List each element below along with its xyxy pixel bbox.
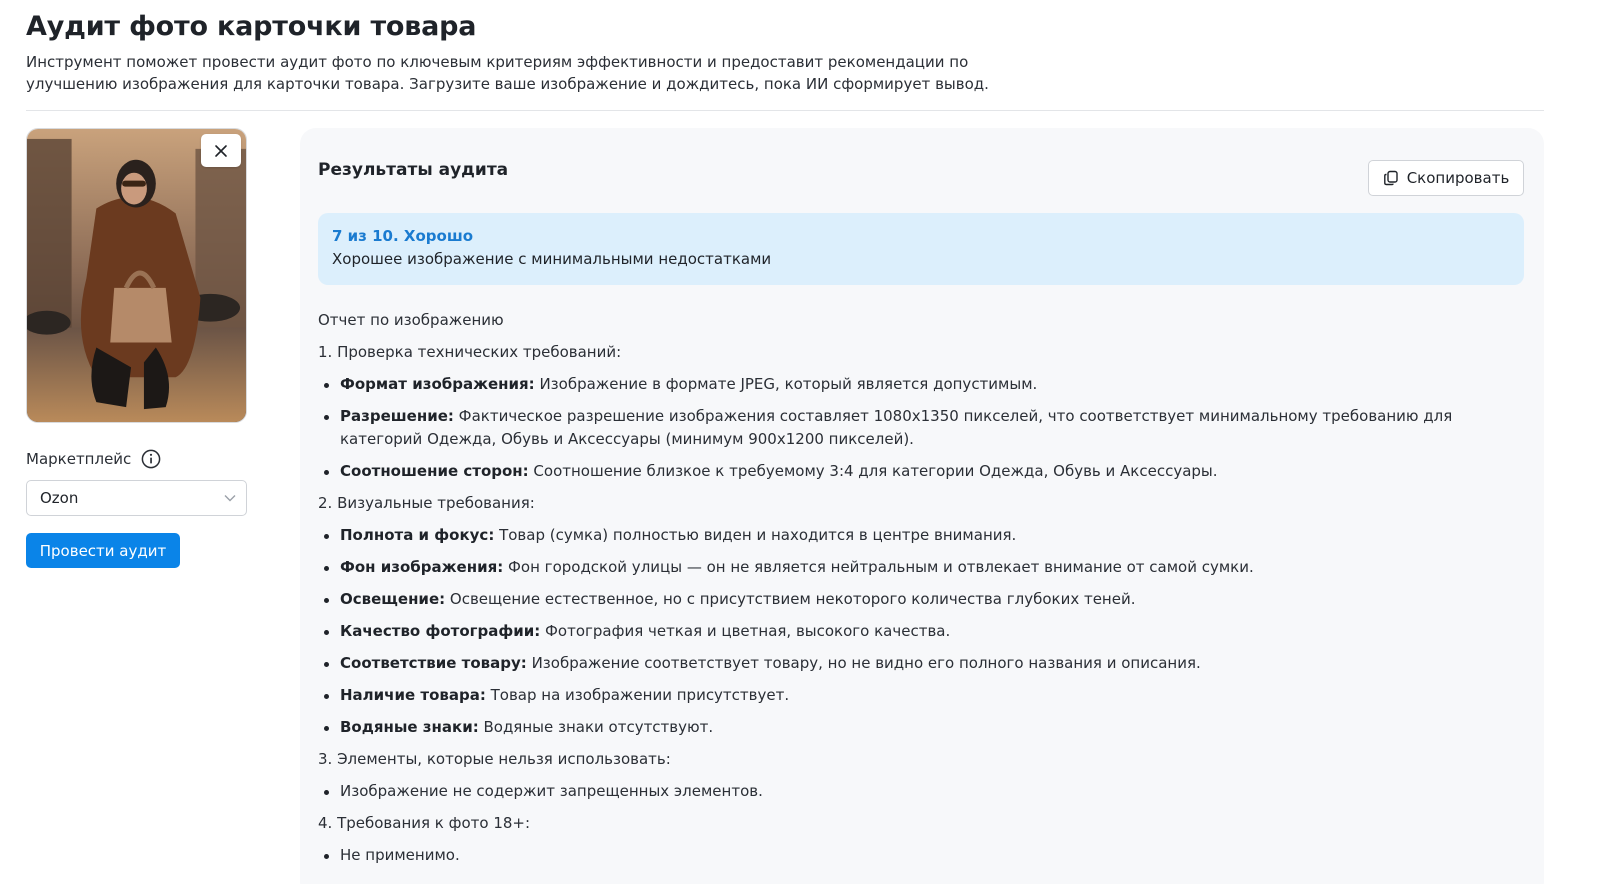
report-list-item [318,716,1498,739]
report-section-title: 3. Элементы, которые нельзя использовать: [318,750,671,768]
report-item-label: Фон изображения: [340,558,504,576]
score-summary [318,213,1524,285]
page-header [26,10,1544,95]
header-divider [26,110,1544,111]
report-lead: Отчет по изображению [318,311,504,329]
marketplace-label-row [26,448,248,470]
report-list-item [318,844,1498,867]
report-list-item [318,524,1498,547]
report-list-item [318,684,1498,707]
report-list-item [318,588,1498,611]
copy-button[interactable] [1368,160,1524,196]
report-item-text: Не применимо. [340,846,460,864]
report-item-label: Соотношение сторон: [340,462,529,480]
report-item-text: Изображение не содержит запрещенных элементов. [340,782,763,800]
report-item-label: Наличие товара: [340,686,486,704]
info-icon[interactable] [141,449,161,469]
report-item-text: Соотношение близкое к требуемому 3:4 для категории Одежда, Обувь и Аксессуары. [528,462,1218,480]
marketplace-select-value: Ozon [40,489,79,507]
report-item-label: Разрешение: [340,407,454,425]
results-panel [300,128,1544,884]
copy-icon [1383,170,1399,186]
report-section-title: 2. Визуальные требования: [318,494,535,512]
close-icon [214,144,228,158]
report-item-label: Полнота и фокус: [340,526,495,544]
report-item-text: Фон городской улицы — он не является нейтральным и отвлекает внимание от самой сумки. [503,558,1254,576]
report-section-title: 4. Требования к фото 18+: [318,814,531,832]
run-audit-button[interactable]: Провести аудит [26,533,180,568]
page-description: Инструмент поможет провести аудит фото по ключевым критериям эффективности и предоставит рекомендации по улучшению изображения для карточки товара. Загрузите ваше изображение и дождитесь, пока ИИ сформирует вывод. [26,53,989,93]
report-item-text: Водяные знаки отсутствуют. [478,718,714,736]
report-item-text: Товар (сумка) полностью виден и находится в центре внимания. [494,526,1017,544]
report-list-item [318,405,1498,451]
report-list-item [318,556,1498,579]
report-item-text: Фотография четкая и цветная, высокого качества. [540,622,951,640]
report-list-item [318,373,1498,396]
upload-panel [26,128,248,568]
report-item-label: Соответствие товару: [340,654,527,672]
report-section-list [318,780,1498,803]
score-title: 7 из 10. Хорошо [332,227,474,245]
uploaded-photo [26,128,247,423]
marketplace-label: Маркетплейс [26,450,132,468]
report-item-label: Качество фотографии: [340,622,541,640]
page-title: Аудит фото карточки товара [26,11,477,42]
report-section-list [318,373,1498,483]
report-list-item [318,652,1498,675]
report-item-text: Освещение естественное, но с присутствием некоторого количества глубоких теней. [445,590,1136,608]
audit-report [318,309,1498,876]
report-list-item [318,620,1498,643]
report-item-label: Освещение: [340,590,446,608]
report-list-item [318,460,1498,483]
remove-photo-button[interactable] [201,134,241,167]
score-subtitle: Хорошее изображение с минимальными недостатками [332,250,772,268]
report-section-list [318,524,1498,739]
copy-button-label: Скопировать [1406,169,1510,187]
report-section-list [318,844,1498,867]
chevron-down-icon [224,494,236,502]
report-item-text: Товар на изображении присутствует. [485,686,790,704]
results-title: Результаты аудита [318,160,509,180]
report-list-item [318,780,1498,803]
report-item-text: Изображение в формате JPEG, который является допустимым. [534,375,1038,393]
report-item-text: Фактическое разрешение изображения составляет 1080x1350 пикселей, что соответствует минимальному требованию для категорий Одежда, Обувь и Аксессуары (минимум 900x1200 пикселей). [340,407,1453,448]
report-item-label: Водяные знаки: [340,718,479,736]
product-photo-image [27,129,246,422]
report-item-text: Изображение соответствует товару, но не видно его полного названия и описания. [526,654,1201,672]
report-section-title: 1. Проверка технических требований: [318,343,622,361]
marketplace-select[interactable] [26,480,247,516]
report-sections [318,341,1498,867]
report-item-label: Формат изображения: [340,375,535,393]
